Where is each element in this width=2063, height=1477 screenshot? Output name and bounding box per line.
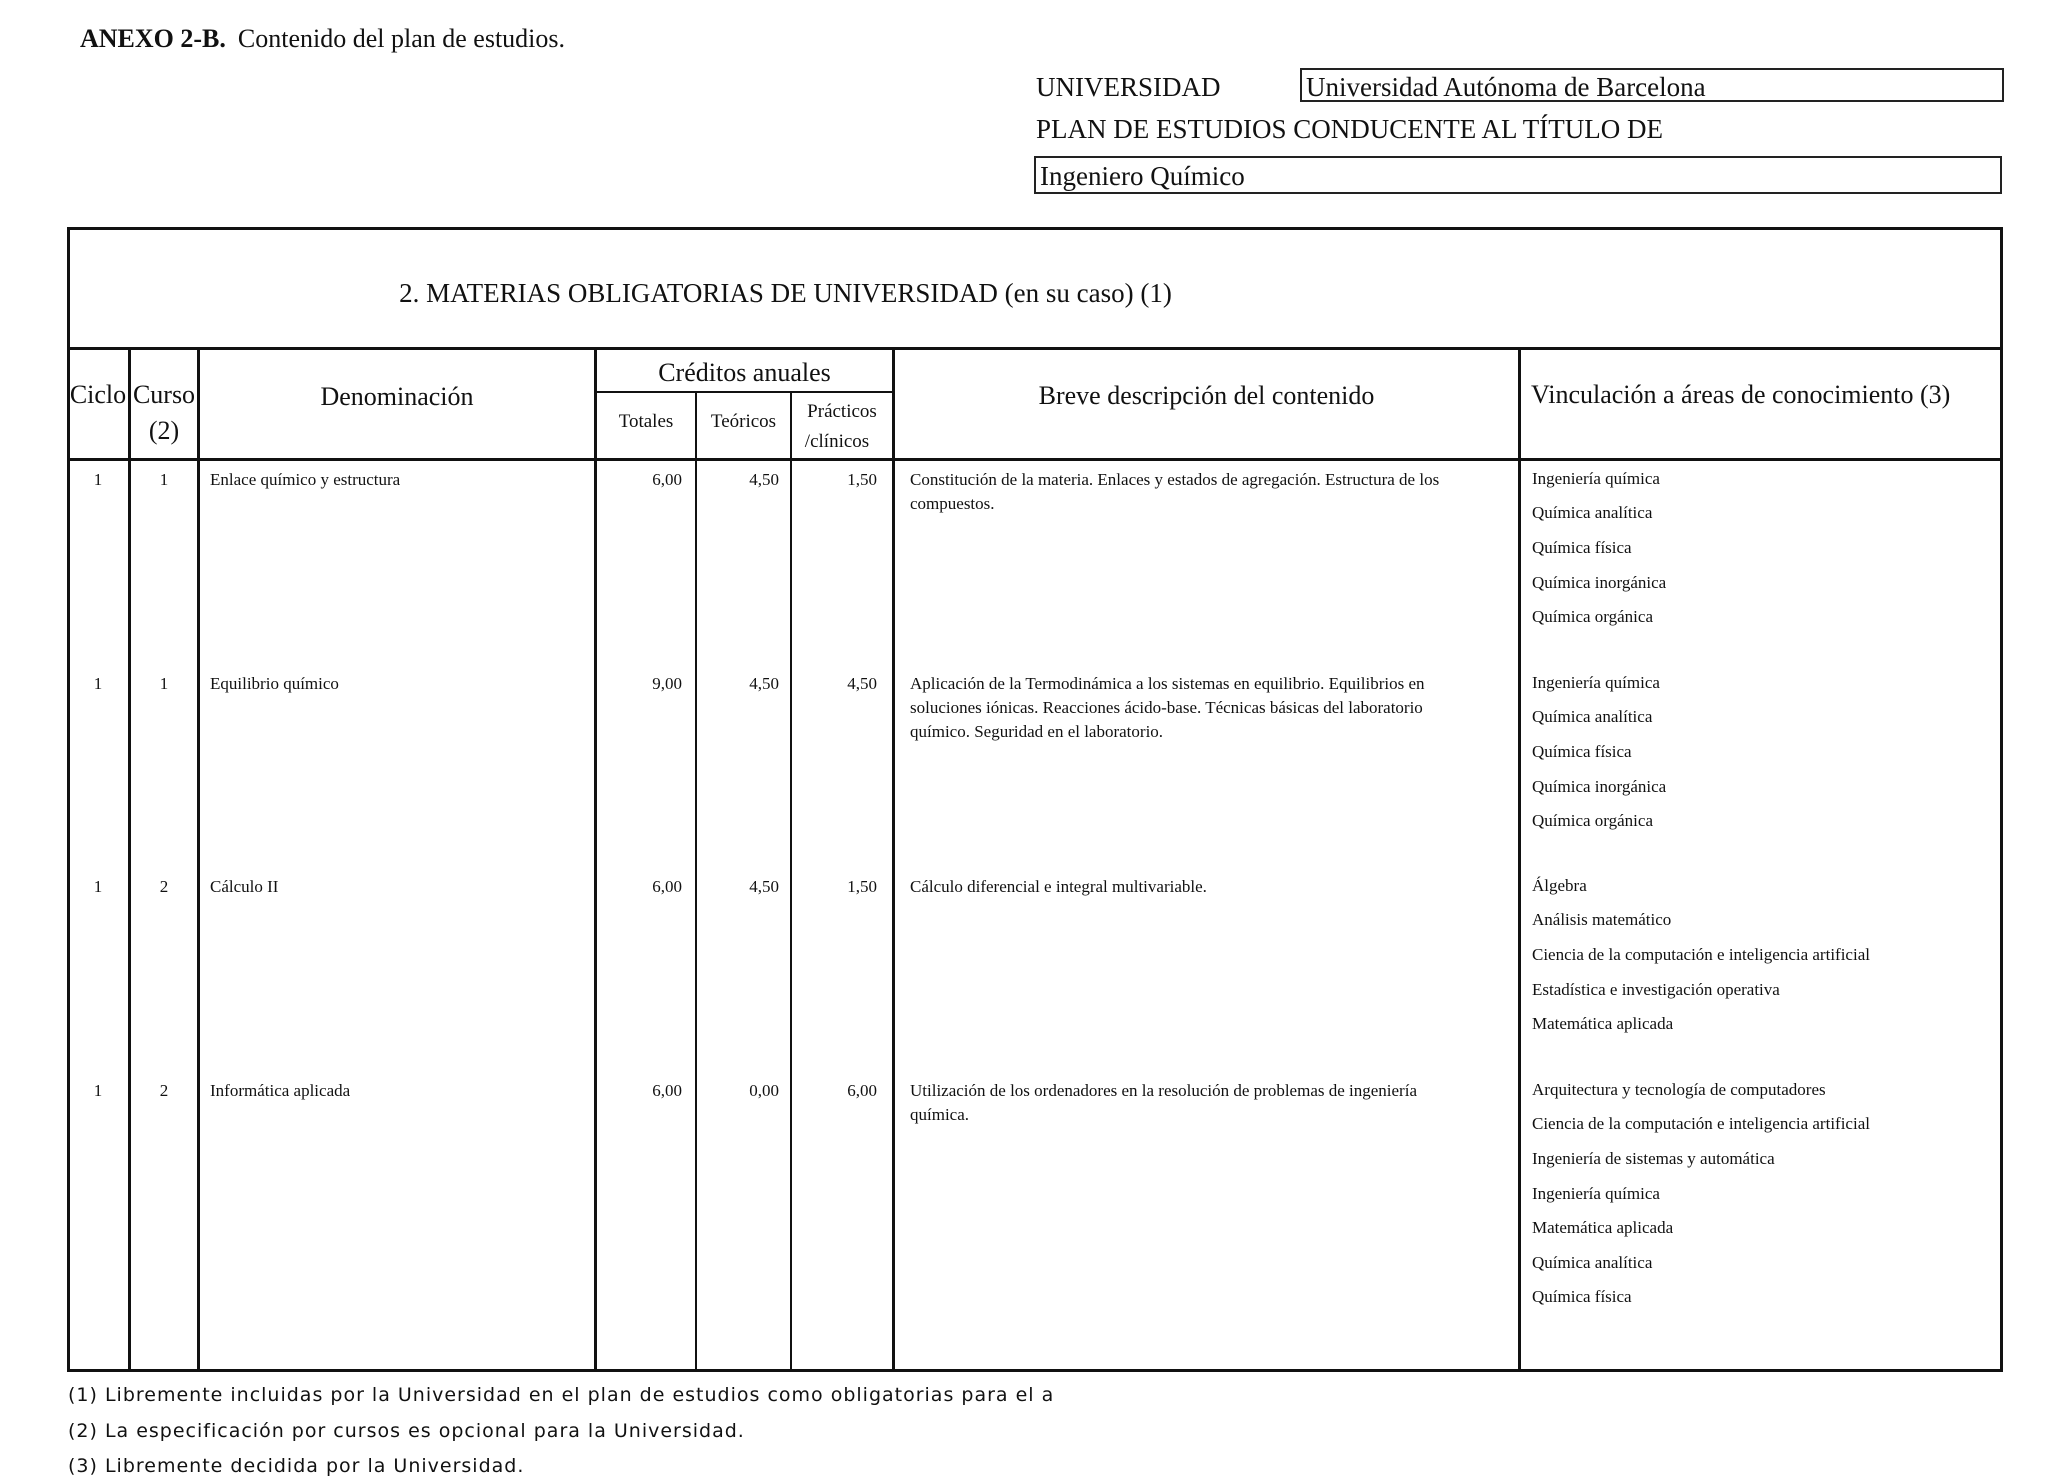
row-1-area: Química analítica [1532, 503, 1653, 522]
row-3-ciclo: 1 [93, 877, 103, 896]
plan-label: PLAN DE ESTUDIOS CONDUCENTE AL TÍTULO DE [1036, 114, 1663, 144]
row-3-area: Ciencia de la computación e inteligencia artificial [1532, 945, 1870, 964]
row-4-area: Arquitectura y tecnología de computadores [1532, 1080, 1826, 1099]
university-field: Universidad Autónoma de Barcelona [1300, 68, 2004, 102]
footnote-3: (3) Libremente decidida por la Universidad. [68, 1455, 525, 1477]
row-1-practicos: 1,50 [847, 470, 877, 489]
row-2-teoricos: 4,50 [749, 674, 779, 693]
degree-field: Ingeniero Químico [1034, 156, 2002, 194]
col-header-totales: Totales [618, 411, 674, 432]
row-4-area: Ciencia de la computación e inteligencia artificial [1532, 1114, 1870, 1133]
row-4-ciclo: 1 [93, 1081, 103, 1100]
row-2-area: Ingeniería química [1532, 673, 1660, 692]
row-3-descripcion: Cálculo diferencial e integral multivariable. [910, 877, 1207, 896]
university-label: UNIVERSIDAD [1036, 72, 1221, 102]
row-3-area: Análisis matemático [1532, 910, 1672, 929]
row-4-practicos: 6,00 [847, 1081, 877, 1100]
row-1-area: Química física [1532, 538, 1632, 557]
col-header-curso: Curso [132, 380, 196, 409]
col-header-vinculacion: Vinculación a áreas de conocimiento (3) [1531, 380, 1951, 409]
row-2-ciclo: 1 [93, 674, 103, 693]
row-3-area: Estadística e investigación operativa [1532, 980, 1780, 999]
row-4-denominacion: Informática aplicada [210, 1081, 351, 1100]
row-1-area: Química orgánica [1532, 607, 1654, 626]
row-3-curso: 2 [159, 877, 169, 896]
col-header-teoricos: Teóricos [710, 411, 777, 432]
row-2-area: Química analítica [1532, 707, 1653, 726]
row-2-area: Química orgánica [1532, 811, 1654, 830]
col-rule-descripcion [1518, 347, 1521, 1372]
col-header-clinicos: /clínicos [804, 431, 870, 452]
row-2-denominacion: Equilibrio químico [210, 674, 339, 693]
row-3-denominacion: Cálculo II [210, 877, 279, 896]
footnote-2: (2) La especificación por cursos es opcional para la Universidad. [68, 1420, 745, 1442]
row-1-teoricos: 4,50 [749, 470, 779, 489]
row-4-teoricos: 0,00 [749, 1081, 779, 1100]
row-3-practicos: 1,50 [847, 877, 877, 896]
col-rule-ciclo [128, 347, 131, 1372]
row-2-totales: 9,00 [652, 674, 682, 693]
annex-subtitle: Contenido del plan de estudios. [237, 24, 566, 53]
row-1-descripcion: Constitución de la materia. Enlaces y estados de agregación. Estructura de los compuestos. [910, 470, 1440, 513]
row-2-descripcion: Aplicación de la Termodinámica a los sistemas en equilibrio. Equilibrios en soluciones iónicas. Reacciones ácido-base. Técnicas básicas del laboratorio químico. Seguridad en el laboratorio. [910, 674, 1425, 741]
row-2-curso: 1 [159, 674, 169, 693]
row-3-totales: 6,00 [652, 877, 682, 896]
credits-subheader-rule [595, 391, 893, 393]
row-2-practicos: 4,50 [847, 674, 877, 693]
row-2-area: Química inorgánica [1532, 777, 1667, 796]
col-header-practicos: Prácticos [807, 401, 877, 422]
row-3-teoricos: 4,50 [749, 877, 779, 896]
header-bottom-rule [67, 458, 2003, 461]
row-4-area: Matemática aplicada [1532, 1218, 1674, 1237]
row-4-area: Ingeniería química [1532, 1184, 1660, 1203]
row-4-curso: 2 [159, 1081, 169, 1100]
row-2-area: Química física [1532, 742, 1632, 761]
row-4-area: Química analítica [1532, 1253, 1653, 1272]
annex-title [80, 24, 565, 54]
row-1-curso: 1 [159, 470, 169, 489]
annex-label: ANEXO 2-B. [80, 24, 226, 53]
col-header-denominacion: Denominación [320, 382, 474, 411]
section-title: 2. MATERIAS OBLIGATORIAS DE UNIVERSIDAD (en su caso) (1) [399, 278, 1172, 308]
col-rule-denominacion [594, 347, 597, 1372]
col-header-creditos: Créditos anuales [658, 358, 831, 387]
row-1-denominacion: Enlace químico y estructura [210, 470, 401, 489]
row-1-ciclo: 1 [93, 470, 103, 489]
header-top-rule [67, 347, 2003, 350]
row-4-totales: 6,00 [652, 1081, 682, 1100]
row-4-descripcion: Utilización de los ordenadores en la resolución de problemas de ingeniería química. [910, 1081, 1417, 1124]
row-3-area: Álgebra [1532, 876, 1587, 895]
row-4-area: Ingeniería de sistemas y automática [1532, 1149, 1775, 1168]
row-1-area: Química inorgánica [1532, 573, 1667, 592]
row-4-area: Química física [1532, 1287, 1632, 1306]
footnote-1: (1) Libremente incluidas por la Universidad en el plan de estudios como obligatorias para el a [68, 1384, 1055, 1406]
col-rule-practicos [892, 347, 895, 1372]
row-3-area: Matemática aplicada [1532, 1014, 1674, 1033]
row-1-totales: 6,00 [652, 470, 682, 489]
col-rule-curso [197, 347, 200, 1372]
row-1-area: Ingeniería química [1532, 469, 1660, 488]
col-header-curso-note: (2) [148, 416, 180, 445]
col-header-ciclo: Ciclo [69, 380, 127, 409]
col-header-descripcion: Breve descripción del contenido [1038, 381, 1375, 410]
